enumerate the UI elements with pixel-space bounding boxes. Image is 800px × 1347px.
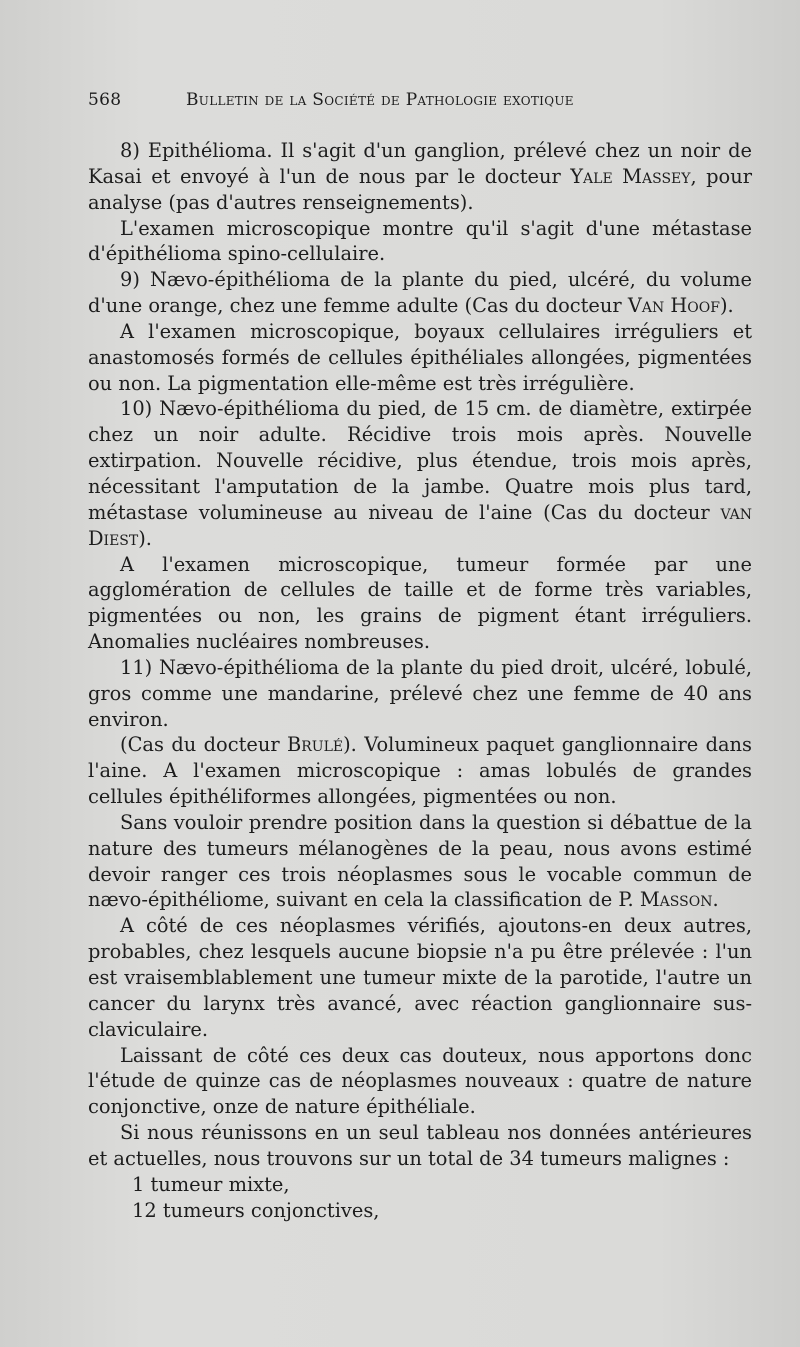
paragraph-case-8: 8) Epithélioma. Il s'agit d'un ganglion, prélevé chez un noir de Kasai et envoyé à l'un de nous par le docteur Yale Massey, pour analyse (pas d'autres renseignements).: [88, 139, 752, 214]
paragraph-case-10: 10) Nævo-épithélioma du pied, de 15 cm. de diamètre, extirpée chez un noir adulte. Récidive trois mois après. Nouvelle extirpation. Nouvelle récidive, plus étendue, trois mois après, nécessitant l'amputation de la jambe. Quatre mois plus tard, métastase volumineuse au niveau de l'aine (Cas du docteur van Diest).: [88, 397, 752, 550]
author-name: Masson: [639, 888, 713, 912]
paragraph-case-9: 9) Nævo-épithélioma de la plante du pied, ulcéré, du volume d'une orange, chez une femme adulte (Cas du docteur Van Hoof).: [88, 268, 752, 318]
author-name: Yale Massey: [570, 164, 691, 188]
paragraph: Sans vouloir prendre position dans la question si débattue de la nature des tumeurs mélanogènes de la peau, nous avons estimé devoir ranger ces trois néoplasmes sous le vocable commun de nævo-épithéliome, suivant en cela la classification de P. Masson.: [88, 810, 752, 912]
paragraph: (Cas du docteur Brulé). Volumineux paquet ganglionnaire dans l'aine. A l'examen microscopique : amas lobulés de grandes cellules épithéliformes allongées, pigmentées ou non.: [88, 733, 753, 809]
paragraph: Laissant de côté ces deux cas douteux, nous apportons donc l'étude de quinze cas de néoplasmes nouveaux : quatre de nature conjonctive, onze de nature épithéliale.: [88, 1043, 752, 1119]
list-item: 1 tumeur mixte,: [132, 1172, 290, 1196]
author-name: Van Hoof: [627, 294, 720, 318]
paragraph-case-11: 11) Nævo-épithélioma de la plante du pied droit, ulcéré, lobulé, gros comme une mandarine, prélevé chez une femme de 40 ans environ.: [88, 655, 752, 731]
paragraph: A côté de ces néoplasmes vérifiés, ajoutons-en deux autres, probables, chez lesquels aucune biopsie n'a pu être prélevée : l'un est vraisemblablement une tumeur mixte de la parotide, l'autre un cancer du larynx très avancé, avec réaction ganglionnaire sus-claviculaire.: [88, 914, 752, 1041]
list-item: 12 tumeurs conjonctives,: [132, 1198, 380, 1222]
tumour-list: [88, 1172, 752, 1224]
page-header: [88, 90, 668, 114]
page-number: 568: [88, 90, 122, 110]
author-name: van Diest: [88, 500, 752, 550]
paragraph: A l'examen microscopique, tumeur formée par une agglomération de cellules de taille et de forme très variables, pigmentées ou non, les grains de pigment étant irréguliers. Anomalies nucléaires nombreuses.: [88, 552, 752, 654]
paragraph: A l'examen microscopique, boyaux cellulaires irréguliers et anastomosés formés de cellules épithéliales allongées, pigmentées ou non. La pigmentation elle-même est très irrégulière.: [88, 319, 752, 395]
paragraph: L'examen microscopique montre qu'il s'agit d'une métastase d'épithélioma spino-cellulaire.: [88, 216, 752, 266]
paragraph: Si nous réunissons en un seul tableau nos données antérieures et actuelles, nous trouvons sur un total de 34 tumeurs malignes :: [88, 1121, 752, 1170]
body-text: [88, 138, 752, 1223]
author-name: Brulé: [287, 733, 344, 757]
running-title: Bulletin de la Société de Pathologie exotique: [186, 90, 574, 110]
